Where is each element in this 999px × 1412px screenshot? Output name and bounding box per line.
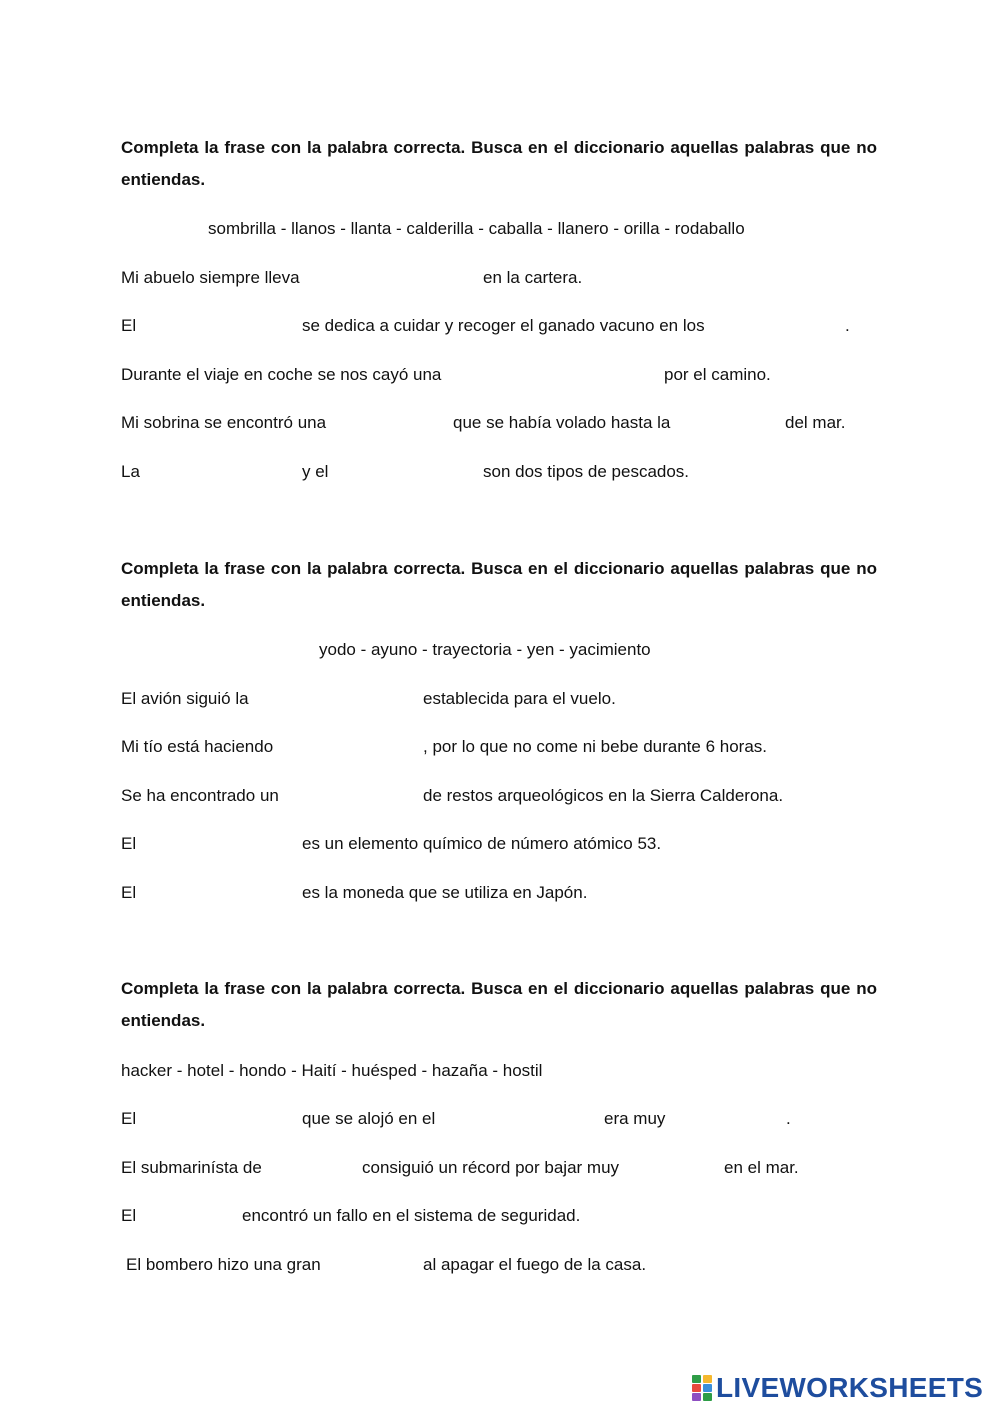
liveworksheets-logo — [692, 1372, 983, 1404]
section1-word-bank: sombrilla - llanos - llanta - calderilla - caballa - llanero - orilla - rodaballo — [208, 219, 745, 238]
s1-5-text-c: son dos tipos de pescados. — [483, 462, 690, 481]
s3-4-text-a: El bombero hizo una gran — [126, 1255, 321, 1274]
s1-5-text-b: y el — [302, 462, 329, 481]
section3-instruction: Completa la frase con la palabra correcta. Busca en el diccionario aquellas palabras que no entiendas. — [121, 979, 877, 1030]
s2-2-text-a: Mi tío está haciendo — [121, 737, 274, 756]
s2-2-blank-1[interactable] — [290, 734, 422, 762]
s1-3-blank-1[interactable] — [472, 362, 662, 390]
s3-3-blank-1[interactable] — [140, 1203, 240, 1231]
liveworksheets-mark-icon — [692, 1375, 714, 1401]
s1-3-text-b: por el camino. — [664, 365, 771, 384]
section1-instruction: Completa la frase con la palabra correcta. Busca en el diccionario aquellas palabras que no entiendas. — [121, 138, 877, 189]
s3-1-text-d: . — [786, 1109, 791, 1128]
s2-1-text-b: establecida para el vuelo. — [423, 689, 616, 708]
s3-1-text-c: era muy — [604, 1109, 666, 1128]
s2-2-text-b: , por lo que no come ni bebe durante 6 horas. — [423, 737, 768, 756]
s2-4-text-b: es un elemento químico de número atómico 53. — [302, 834, 662, 853]
s2-3-text-a: Se ha encontrado un — [121, 786, 279, 805]
s3-2-text-c: en el mar. — [724, 1158, 799, 1177]
liveworksheets-brand-text: LIVEWORKSHEETS — [716, 1372, 984, 1403]
s1-4-text-c: del mar. — [785, 413, 846, 432]
section2-instruction: Completa la frase con la palabra correcta. Busca en el diccionario aquellas palabras que no entiendas. — [121, 559, 877, 610]
s3-2-blank-1[interactable] — [277, 1155, 361, 1183]
s3-1-text-a: El — [121, 1109, 137, 1128]
s3-4-blank-1[interactable] — [341, 1252, 421, 1280]
s2-5-blank-1[interactable] — [140, 880, 300, 908]
s3-1-blank-1[interactable] — [140, 1106, 300, 1134]
s3-3-text-a: El — [121, 1206, 137, 1225]
s1-2-text-c: . — [845, 316, 850, 335]
s1-4-text-b: que se había volado hasta la — [453, 413, 671, 432]
s1-3-text-a: Durante el viaje en coche se nos cayó una — [121, 365, 442, 384]
s1-1-text-a: Mi abuelo siempre lleva — [121, 268, 300, 287]
s2-5-text-a: El — [121, 883, 137, 902]
s2-1-text-a: El avión siguió la — [121, 689, 249, 708]
section3-word-bank: hacker - hotel - hondo - Haití - huésped - hazaña - hostil — [121, 1061, 543, 1080]
s1-2-text-a: El — [121, 316, 137, 335]
s3-2-blank-2[interactable] — [645, 1155, 723, 1183]
s2-3-text-b: de restos arqueológicos en la Sierra Calderona. — [423, 786, 784, 805]
s2-5-text-b: es la moneda que se utiliza en Japón. — [302, 883, 588, 902]
s1-1-text-b: en la cartera. — [483, 268, 583, 287]
section2-word-bank: yodo - ayuno - trayectoria - yen - yacimiento — [319, 640, 651, 659]
s3-4-text-b: al apagar el fuego de la casa. — [423, 1255, 647, 1274]
s2-1-blank-1[interactable] — [263, 686, 421, 714]
s1-4-blank-2[interactable] — [693, 410, 783, 438]
s2-4-text-a: El — [121, 834, 137, 853]
s1-2-blank-1[interactable] — [140, 313, 300, 341]
s3-1-blank-3[interactable] — [674, 1106, 786, 1134]
s1-4-text-a: Mi sobrina se encontró una — [121, 413, 327, 432]
s1-4-blank-1[interactable] — [347, 410, 451, 438]
s3-1-text-b: que se alojó en el — [302, 1109, 436, 1128]
s1-5-blank-1[interactable] — [145, 459, 300, 487]
s1-1-blank-1[interactable] — [318, 265, 482, 293]
s3-2-text-b: consiguió un récord por bajar muy — [362, 1158, 620, 1177]
s3-3-text-b: encontró un fallo en el sistema de seguridad. — [242, 1206, 581, 1225]
s1-2-text-b: se dedica a cuidar y recoger el ganado vacuno en los — [302, 316, 705, 335]
s1-5-text-a: La — [121, 462, 140, 481]
s2-4-blank-1[interactable] — [140, 831, 300, 859]
s3-1-blank-2[interactable] — [450, 1106, 602, 1134]
s2-3-blank-1[interactable] — [296, 783, 422, 811]
s3-2-text-a: El submarinísta de — [121, 1158, 262, 1177]
s1-2-blank-2[interactable] — [742, 313, 846, 341]
s1-5-blank-2[interactable] — [334, 459, 482, 487]
